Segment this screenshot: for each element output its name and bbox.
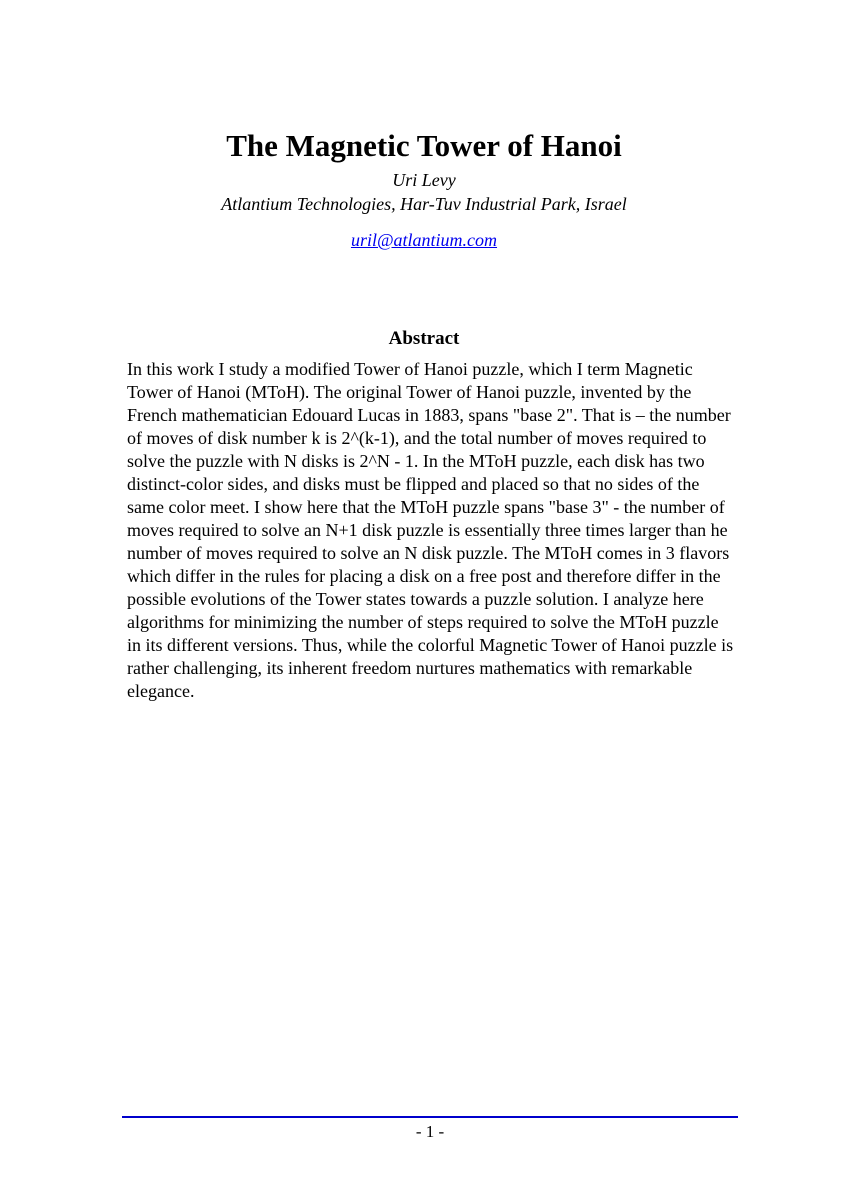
footer-rule <box>122 1116 738 1118</box>
email-line <box>0 229 848 252</box>
page-number: - 1 - <box>415 1122 445 1141</box>
abstract-text: In this work I study a modified Tower of Hanoi puzzle, which I term Magnetic Tower of Hanoi (MToH). The original Tower of Hanoi puzzle, invented by the French mathematician Edouard Lucas in 1883, spans "base 2". That is – the number of moves of disk number k is 2^(k-1), and the total number of moves required to solve the puzzle with N disks is 2^N - 1. In the MToH puzzle, each disk has two distinct-color sides, and disks must be flipped and placed so that no sides of the same color meet. I show here that the MToH puzzle spans "base 3" - the number of moves required to solve an N+1 disk puzzle is essentially three times larger than he number of moves required to solve an N disk puzzle. The MToH comes in 3 flavors which differ in the rules for placing a disk on a free post and therefore differ in the possible evolutions of the Tower states towards a puzzle solution. I analyze here algorithms for minimizing the number of steps required to solve the MToH puzzle in its different versions. Thus, while the colorful Magnetic Tower of Hanoi puzzle is rather challenging, its inherent freedom nurtures mathematics with remarkable elegance. <box>127 359 734 701</box>
author-affiliation: Atlantium Technologies, Har-Tuv Industrial Park, Israel <box>221 194 627 214</box>
author-email-link[interactable]: uril@atlantium.com <box>350 230 498 250</box>
page-footer <box>122 1116 738 1142</box>
author-name: Uri Levy <box>392 170 456 190</box>
paper-title: The Magnetic Tower of Hanoi <box>226 128 622 163</box>
abstract-heading: Abstract <box>388 328 460 349</box>
